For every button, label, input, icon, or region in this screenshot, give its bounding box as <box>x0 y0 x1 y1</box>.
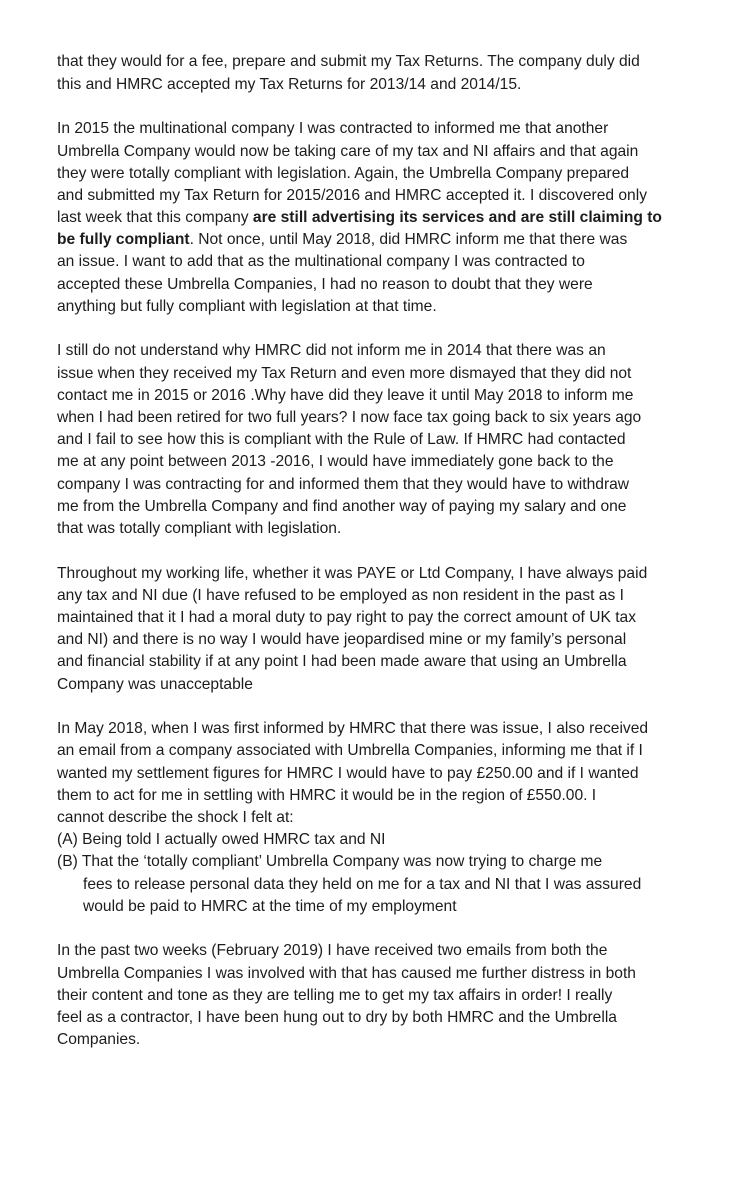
text-span: would be paid to HMRC at the time of my employment <box>83 898 457 915</box>
text-line <box>57 496 626 518</box>
text-span: (A) Being told I actually owed HMRC tax and NI <box>57 831 386 848</box>
text-span: them to act for me in settling with HMRC it would be in the region of £550.00. I <box>57 787 597 804</box>
text-span: accepted these Umbrella Companies, I had no reason to doubt that they were <box>57 276 593 293</box>
text-line <box>57 763 639 785</box>
text-line <box>57 207 662 229</box>
bold-text: be fully compliant <box>57 231 190 248</box>
text-line <box>57 629 626 651</box>
text-line <box>57 251 585 273</box>
text-span: and I fail to see how this is compliant with the Rule of Law. If HMRC had contacted <box>57 431 626 448</box>
text-line <box>57 940 607 962</box>
text-line <box>57 985 612 1007</box>
text-line <box>57 185 647 207</box>
text-span: cannot describe the shock I felt at: <box>57 809 294 826</box>
text-line <box>57 296 437 318</box>
text-span: In May 2018, when I was first informed by HMRC that there was issue, I also received <box>57 720 649 737</box>
text-line <box>57 851 602 873</box>
text-line <box>57 229 627 251</box>
text-line <box>57 518 341 540</box>
text-line <box>57 1007 617 1029</box>
text-line <box>57 141 638 163</box>
bold-text: are still advertising its services and are still claiming to <box>252 209 662 226</box>
text-span: this and HMRC accepted my Tax Returns for 2013/14 and 2014/15. <box>57 76 522 93</box>
text-span: any tax and NI due (I have refused to be employed as non resident in the past as I <box>57 587 624 604</box>
text-span: Umbrella Companies I was involved with that has caused me further distress in both <box>57 965 636 982</box>
text-span: contact me in 2015 or 2016 .Why have did they leave it until May 2018 to inform me <box>57 387 634 404</box>
text-span: Umbrella Company would now be taking care of my tax and NI affairs and that again <box>57 143 639 160</box>
text-span: fees to release personal data they held on me for a tax and NI that I was assured <box>83 876 642 893</box>
text-span: Throughout my working life, whether it was PAYE or Ltd Company, I have always paid <box>57 565 648 582</box>
text-line <box>57 963 636 985</box>
text-line <box>57 740 643 762</box>
text-span: and financial stability if at any point I had been made aware that using an Umbrella <box>57 653 627 670</box>
text-span: that they would for a fee, prepare and submit my Tax Returns. The company duly did <box>57 53 640 70</box>
text-line <box>57 163 629 185</box>
text-span: wanted my settlement figures for HMRC I would have to pay £250.00 and if I wanted <box>57 765 639 782</box>
text-line <box>57 429 626 451</box>
text-span: Companies. <box>57 1031 141 1048</box>
text-span: that was totally compliant with legislation. <box>57 520 342 537</box>
text-line <box>83 874 641 896</box>
text-line <box>57 785 596 807</box>
text-span: maintained that it I had a moral duty to pay right to pay the correct amount of UK tax <box>57 609 637 626</box>
text-span: company I was contracting for and informed them that they would have to withdraw <box>57 476 630 493</box>
text-span: and NI) and there is no way I would have jeopardised mine or my family’s personal <box>57 631 627 648</box>
text-line <box>57 829 385 851</box>
text-line <box>57 607 636 629</box>
text-line <box>57 74 521 96</box>
text-span: they were totally compliant with legislation. Again, the Umbrella Company prepared <box>57 165 630 182</box>
text-span: their content and tone as they are telling me to get my tax affairs in order! I really <box>57 987 613 1004</box>
text-line <box>57 474 629 496</box>
text-line <box>57 1029 140 1051</box>
text-line <box>57 585 624 607</box>
text-line <box>57 407 641 429</box>
text-line <box>57 385 633 407</box>
text-span: (B) That the ‘totally compliant’ Umbrella Company was now trying to charge me <box>57 853 603 870</box>
text-span: last week that this company <box>57 209 253 226</box>
text-span: an email from a company associated with Umbrella Companies, informing me that if I <box>57 742 643 759</box>
text-span: me at any point between 2013 -2016, I would have immediately gone back to the <box>57 453 614 470</box>
text-line <box>57 451 614 473</box>
text-span: me from the Umbrella Company and find another way of paying my salary and one <box>57 498 627 515</box>
text-span: Company was unacceptable <box>57 676 253 693</box>
text-span: issue when they received my Tax Return and even more dismayed that they did not <box>57 365 632 382</box>
text-line <box>57 51 640 73</box>
text-line <box>57 563 647 585</box>
text-span: an issue. I want to add that as the multinational company I was contracted to <box>57 253 585 270</box>
text-line <box>57 718 648 740</box>
text-line <box>57 340 606 362</box>
text-line <box>57 651 627 673</box>
text-span: In the past two weeks (February 2019) I have received two emails from both the <box>57 942 608 959</box>
text-span: anything but fully compliant with legislation at that time. <box>57 298 437 315</box>
text-span: when I had been retired for two full years? I now face tax going back to six years ago <box>57 409 642 426</box>
text-line <box>57 274 593 296</box>
text-span: and submitted my Tax Return for 2015/2016 and HMRC accepted it. I discovered only <box>57 187 647 204</box>
text-line <box>57 363 631 385</box>
text-span: In 2015 the multinational company I was contracted to informed me that another <box>57 120 609 137</box>
text-line <box>83 896 457 918</box>
text-span: I still do not understand why HMRC did not inform me in 2014 that there was an <box>57 342 606 359</box>
text-span: feel as a contractor, I have been hung out to dry by both HMRC and the Umbrella <box>57 1009 617 1026</box>
text-line <box>57 118 608 140</box>
text-line <box>57 674 253 696</box>
text-span: . Not once, until May 2018, did HMRC inform me that there was <box>189 231 628 248</box>
text-line <box>57 807 294 829</box>
